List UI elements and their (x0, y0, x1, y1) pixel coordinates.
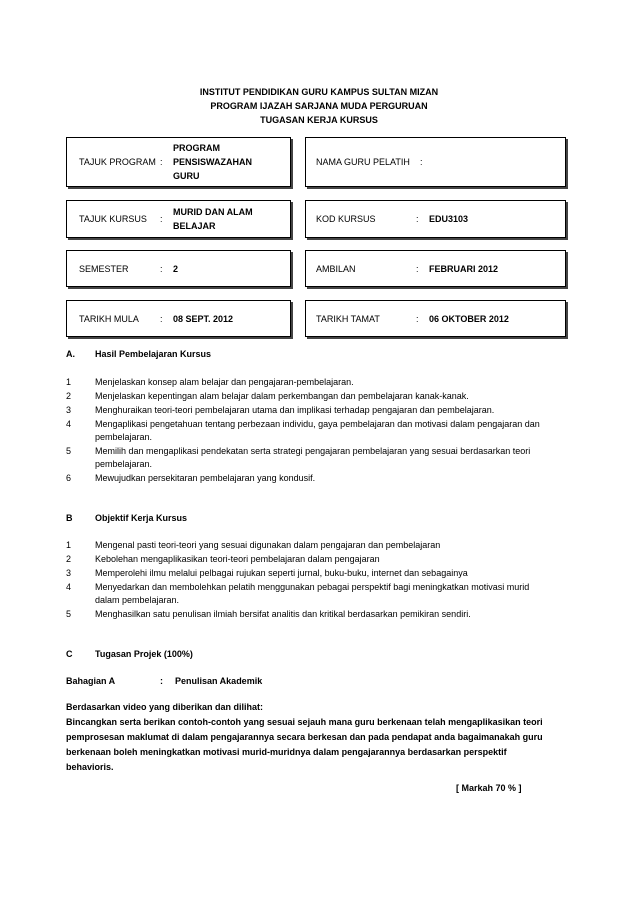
tajuk-program-colon: : (160, 157, 163, 167)
program-title: PROGRAM IJAZAH SARJANA MUDA PERGURUAN (210, 101, 428, 111)
list-item-text: Mewujudkan persekitaran pembelajaran yang kondusif. (95, 473, 316, 483)
bahagian-colon: : (160, 676, 163, 686)
semester-colon: : (160, 264, 163, 274)
list-item-text: Memperolehi ilmu melalui pelbagai rujukan seperti jurnal, buku-buku, internet dan sebagainya (95, 568, 468, 578)
institute-title: INSTITUT PENDIDIKAN GURU KAMPUS SULTAN MIZAN (199, 87, 439, 97)
tarikh-mula-box (66, 300, 291, 337)
section-a-letter: A. (66, 349, 75, 359)
nama-guru-colon: : (420, 157, 423, 167)
tajuk-program-box (66, 137, 291, 187)
ambilan-box (305, 250, 566, 287)
list-item-number: 3 (66, 405, 72, 415)
list-item-text: Mengaplikasi pengetahuan tentang perbezaan individu, gaya pembelajaran dan motivasi dalam pengajaran dan (95, 419, 540, 429)
list-item-text: Menyedarkan dan membolehkan pelatih menggunakan pebagai perspektif bagi meningkatkan motivasi murid (95, 582, 530, 592)
list-item-number: 2 (66, 391, 72, 401)
list-item-text: Menjelaskan konsep alam belajar dan pengajaran-pembelajaran. (95, 377, 354, 387)
list-item-text-cont: dalam pembelajaran. (95, 595, 180, 605)
section-a-title: Hasil Pembelajaran Kursus (95, 349, 212, 359)
tajuk-kursus-box (66, 200, 291, 238)
section-b-letter: B (66, 513, 73, 523)
list-item-text: Menjelaskan kepentingan alam belajar dalam perkembangan dan pembelajaran kanak-kanak. (95, 391, 469, 401)
tajuk-program-value-line1: PROGRAM (173, 143, 220, 153)
kod-kursus-box (305, 200, 566, 238)
bahagian-label: Bahagian A (66, 676, 116, 686)
list-item-text-cont: pembelajaran. (95, 459, 153, 469)
tajuk-program-label: TAJUK PROGRAM (79, 157, 156, 167)
assignment-title: TUGASAN KERJA KURSUS (260, 115, 378, 125)
list-item-text: Kebolehan mengaplikasikan teori-teori pembelajaran dalam pengajaran (95, 554, 380, 564)
tarikh-mula-colon: : (160, 314, 163, 324)
list-item-number: 2 (66, 554, 72, 564)
ambilan-label: AMBILAN (316, 264, 356, 274)
tajuk-kursus-label: TAJUK KURSUS (79, 214, 147, 224)
list-item-number: 3 (66, 568, 72, 578)
tajuk-program-value-line3: GURU (173, 171, 200, 181)
task-line: Berdasarkan video yang diberikan dan dilihat: (66, 702, 264, 712)
tarikh-tamat-value: 06 OKTOBER 2012 (429, 314, 509, 324)
tajuk-kursus-colon: : (160, 214, 163, 224)
ambilan-colon: : (416, 264, 419, 274)
marks-label: [ Markah 70 % ] (456, 783, 522, 793)
list-item-text: Menghuraikan teori-teori pembelajaran utama dan implikasi terhadap pengajaran dan pembelajaran. (95, 405, 495, 415)
task-line: pemprosesan maklumat di dalam pengajarannya secara berkesan dan pada pendapat anda bagaimanakah guru (66, 732, 543, 742)
tarikh-mula-value: 08 SEPT. 2012 (173, 314, 234, 324)
list-item-text: Menghasilkan satu penulisan ilmiah bersifat analitis dan kritikal berdasarkan pemikiran sendiri. (95, 609, 471, 619)
list-item-number: 6 (66, 473, 72, 483)
nama-guru-label: NAMA GURU PELATIH (316, 157, 410, 167)
semester-label: SEMESTER (79, 264, 129, 274)
tarikh-tamat-box (305, 300, 566, 337)
tarikh-tamat-label: TARIKH TAMAT (316, 314, 380, 324)
task-line: berkenaan boleh meningkatkan motivasi murid-muridnya dalam pengajarannya berdasarkan perspektif (66, 747, 507, 757)
section-c-letter: C (66, 649, 73, 659)
list-item-number: 1 (66, 540, 72, 550)
kod-kursus-value: EDU3103 (429, 214, 469, 224)
tarikh-mula-label: TARIKH MULA (79, 314, 139, 324)
bahagian-value: Penulisan Akademik (175, 676, 263, 686)
list-item-text: Memilih dan mengaplikasi pendekatan serta strategi pengajaran pembelajaran yang sesuai berdasarkan teori (95, 446, 531, 456)
list-item-text-cont: pembelajaran. (95, 432, 153, 442)
semester-box (66, 250, 291, 287)
tajuk-program-value-line2: PENSISWAZAHAN (173, 157, 253, 167)
tarikh-tamat-colon: : (416, 314, 419, 324)
task-line: Bincangkan serta berikan contoh-contoh yang sesuai sejauh mana guru berkenaan telah mengaplikasikan teori (66, 717, 543, 727)
ambilan-value: FEBRUARI 2012 (429, 264, 499, 274)
section-b-title: Objektif Kerja Kursus (95, 513, 188, 523)
list-item-number: 5 (66, 609, 72, 619)
tajuk-kursus-value-line1: MURID DAN ALAM (173, 207, 253, 217)
kod-kursus-label: KOD KURSUS (316, 214, 376, 224)
list-item-text: Mengenal pasti teori-teori yang sesuai digunakan dalam pengajaran dan pembelajaran (95, 540, 441, 550)
list-item-number: 5 (66, 446, 72, 456)
list-item-number: 4 (66, 582, 72, 592)
kod-kursus-colon: : (416, 214, 419, 224)
task-line: behavioris. (66, 762, 114, 772)
list-item-number: 4 (66, 419, 72, 429)
nama-guru-box (305, 137, 566, 187)
semester-value: 2 (173, 264, 179, 274)
section-c-title: Tugasan Projek (100%) (95, 649, 193, 659)
tajuk-kursus-value-line2: BELAJAR (173, 221, 216, 231)
list-item-number: 1 (66, 377, 72, 387)
